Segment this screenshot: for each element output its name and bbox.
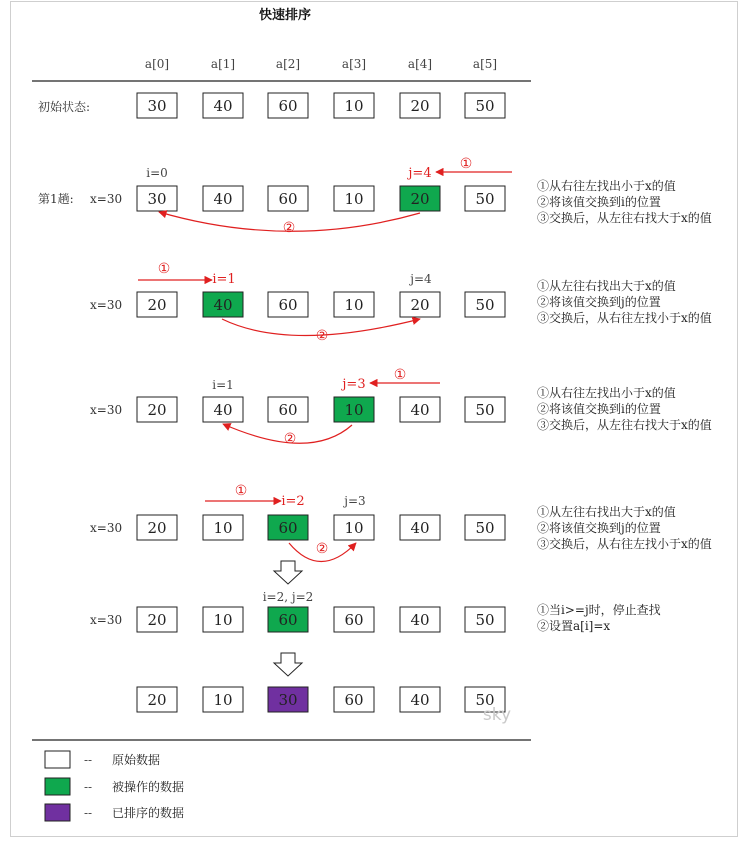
array-cell: [465, 186, 505, 211]
array-cell: [334, 186, 374, 211]
note-line: ③交换后，从右往左找小于x的值: [537, 537, 712, 551]
array-cell: [268, 292, 308, 317]
step-one-badge: ①: [393, 367, 407, 383]
cell-value: 40: [410, 611, 430, 629]
cell-value: 50: [475, 97, 495, 115]
array-cell: [465, 292, 505, 317]
notes-pass-2: [537, 278, 712, 325]
cell-value: 30: [278, 691, 298, 709]
down-arrow-icon: [274, 561, 302, 584]
array-cell: [400, 93, 440, 118]
legend-swatch: [45, 804, 70, 821]
cell-value: 60: [344, 611, 364, 629]
array-cell: [334, 397, 374, 422]
array-cell: [203, 397, 243, 422]
array-cell: [400, 687, 440, 712]
cell-value: 60: [278, 97, 298, 115]
array-cell: [203, 687, 243, 712]
cell-value: 60: [278, 190, 298, 208]
array-cell: [334, 93, 374, 118]
array-row: [137, 687, 505, 712]
array-row: [137, 607, 505, 632]
array-cell: [268, 687, 308, 712]
array-cell: [465, 93, 505, 118]
array-cell: [137, 515, 177, 540]
cell-value: 40: [410, 691, 430, 709]
array-cell: [400, 515, 440, 540]
note-line: ③交换后，从右往左找小于x的值: [537, 311, 712, 325]
array-cell: [465, 397, 505, 422]
note-line: ①从左往右找出大于x的值: [537, 279, 676, 293]
i-marker: i=1: [212, 378, 234, 392]
note-line: ③交换后，从左往右找大于x的值: [537, 418, 712, 432]
legend-item: [45, 804, 184, 821]
array-row: [137, 515, 505, 540]
cell-value: 50: [475, 691, 495, 709]
notes-pass-3: [537, 385, 712, 432]
array-cell: [137, 687, 177, 712]
array-row: [137, 292, 505, 317]
cell-value: 50: [475, 611, 495, 629]
x-label: x=30: [90, 403, 123, 417]
cell-value: 40: [213, 401, 233, 419]
cell-value: 10: [213, 519, 233, 537]
x-label: x=30: [90, 192, 123, 206]
cell-value: 10: [344, 190, 364, 208]
cell-value: 60: [278, 401, 298, 419]
array-row: [137, 186, 505, 211]
array-cell: [268, 515, 308, 540]
index-headers: [145, 57, 497, 71]
step-two-badge: ②: [282, 220, 296, 236]
array-cell: [268, 397, 308, 422]
step-two-badge: ②: [315, 328, 329, 344]
array-row: [137, 93, 505, 118]
array-cell: [334, 607, 374, 632]
array-cell: [137, 186, 177, 211]
down-arrow-icon: [274, 653, 302, 676]
j-marker: j=4: [410, 272, 432, 286]
array-cell: [137, 292, 177, 317]
cell-value: 10: [344, 296, 364, 314]
x-label: x=30: [90, 613, 123, 627]
note-line: ②将该值交换到i的位置: [537, 402, 661, 416]
array-cell: [137, 397, 177, 422]
x-label: x=30: [90, 298, 123, 312]
note-line: ②将该值交换到j的位置: [537, 521, 661, 535]
step-one-badge: ①: [459, 156, 473, 172]
index-header: a[1]: [210, 57, 236, 71]
array-cell: [268, 607, 308, 632]
i-marker: i=1: [212, 272, 236, 287]
index-header: a[3]: [341, 57, 367, 71]
cell-value: 20: [147, 691, 167, 709]
note-line: ①从右往左找出小于x的值: [537, 386, 676, 400]
pass1-label: 第1趟:: [38, 192, 74, 206]
cell-value: 10: [213, 611, 233, 629]
notes-pass-4: [537, 504, 712, 551]
legend-dash: --: [84, 806, 93, 820]
cell-value: 20: [147, 519, 167, 537]
array-cell: [137, 93, 177, 118]
cell-value: 50: [475, 519, 495, 537]
ij-marker: i=2, j=2: [262, 590, 314, 604]
cell-value: 60: [278, 519, 298, 537]
cell-value: 10: [213, 691, 233, 709]
cell-value: 50: [475, 190, 495, 208]
legend-item: [45, 778, 184, 795]
cell-value: 20: [147, 401, 167, 419]
legend-swatch: [45, 778, 70, 795]
note-line: ①从右往左找出小于x的值: [537, 179, 676, 193]
array-cell: [400, 397, 440, 422]
legend-item: [45, 751, 160, 768]
cell-value: 40: [410, 519, 430, 537]
array-cell: [203, 607, 243, 632]
array-cell: [203, 93, 243, 118]
array-cell: [400, 292, 440, 317]
array-row: [137, 397, 505, 422]
cell-value: 20: [410, 296, 430, 314]
cell-value: 20: [410, 97, 430, 115]
cell-value: 60: [278, 611, 298, 629]
array-cell: [334, 292, 374, 317]
cell-value: 10: [344, 519, 364, 537]
legend-label: 原始数据: [112, 753, 161, 767]
array-cell: [203, 186, 243, 211]
cell-value: 20: [147, 296, 167, 314]
cell-value: 50: [475, 296, 495, 314]
notes-pass-1: [537, 178, 712, 225]
note-line: ①当i>=j时，停止查找: [537, 603, 661, 617]
cell-value: 10: [344, 97, 364, 115]
legend: [45, 751, 184, 821]
diagram-title: 快速排序: [258, 8, 312, 23]
legend-label: 被操作的数据: [112, 780, 185, 794]
legend-dash: --: [84, 780, 93, 794]
array-cell: [465, 515, 505, 540]
cell-value: 60: [278, 296, 298, 314]
index-header: a[4]: [407, 57, 433, 71]
cell-value: 10: [344, 401, 364, 419]
array-cell: [334, 687, 374, 712]
cell-value: 40: [213, 296, 233, 314]
cell-value: 20: [147, 611, 167, 629]
array-cell: [203, 515, 243, 540]
array-rows: [137, 93, 505, 712]
i-marker: i=0: [146, 166, 168, 180]
step-one-badge: ①: [157, 261, 171, 277]
note-line: ③交换后，从左往右找大于x的值: [537, 211, 712, 225]
note-line: ②将该值交换到i的位置: [537, 195, 661, 209]
note-line: ②将该值交换到j的位置: [537, 295, 661, 309]
array-cell: [268, 93, 308, 118]
cell-value: 50: [475, 401, 495, 419]
step-one-badge: ①: [234, 483, 248, 499]
legend-swatch: [45, 751, 70, 768]
j-marker: j=4: [408, 166, 432, 181]
cell-value: 20: [410, 190, 430, 208]
index-header: a[5]: [472, 57, 498, 71]
initial-state-label: 初始状态:: [38, 100, 91, 114]
array-cell: [400, 186, 440, 211]
step-two-badge: ②: [315, 541, 329, 557]
legend-dash: --: [84, 753, 93, 767]
cell-value: 40: [410, 401, 430, 419]
cell-value: 60: [344, 691, 364, 709]
cell-value: 30: [147, 190, 167, 208]
array-cell: [400, 607, 440, 632]
array-cell: [203, 292, 243, 317]
j-marker: j=3: [344, 494, 366, 508]
array-cell: [334, 515, 374, 540]
array-cell: [465, 607, 505, 632]
index-header: a[2]: [275, 57, 301, 71]
legend-label: 已排序的数据: [112, 806, 185, 820]
index-header: a[0]: [144, 57, 170, 71]
cell-value: 40: [213, 190, 233, 208]
notes-pass-5: [537, 602, 661, 633]
array-cell: [268, 186, 308, 211]
cell-value: 40: [213, 97, 233, 115]
step-two-badge: ②: [283, 431, 297, 447]
note-line: ②设置a[i]=x: [537, 619, 611, 633]
cell-value: 30: [147, 97, 167, 115]
j-marker: j=3: [342, 377, 366, 392]
i-marker: i=2: [281, 494, 305, 509]
note-line: ①从左往右找出大于x的值: [537, 505, 676, 519]
watermark: sky: [482, 705, 512, 725]
x-label: x=30: [90, 521, 123, 535]
array-cell: [137, 607, 177, 632]
